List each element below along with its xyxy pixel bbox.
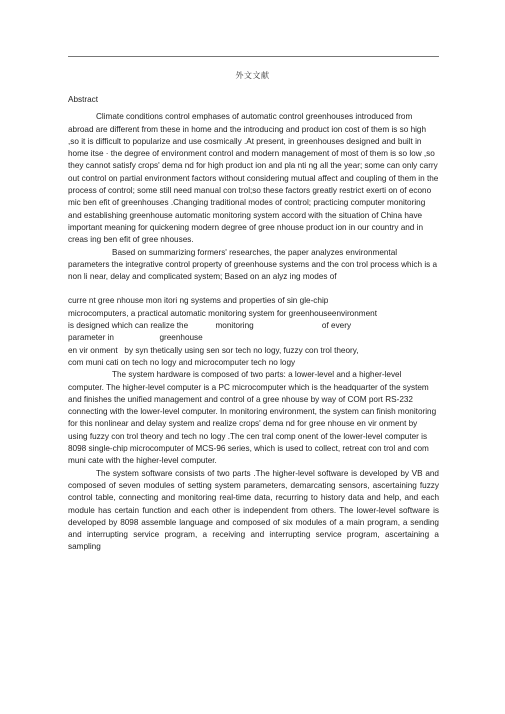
paragraph-3-line: com muni cati on tech no logy and microcomputer tech no logy	[68, 357, 296, 367]
paragraph-3-line: en vir onment by syn thetically using sen sor tech no logy, fuzzy con trol theory,	[68, 345, 359, 355]
document-body	[68, 94, 439, 554]
paragraph-5-block	[68, 468, 439, 554]
paragraph-5: The system software consists of two parts .The higher-level software is developed by VB and composed of seven modules of setting system parameters, demarcating sensors, ascertaining fuzzy control table, connecting and monitoring real-time data, recurring to history data and help, and each module has certain function and each other is independent from others. The lower-level software is developed by 8098 assemble language and composed of six modules of a main program, a sending and interrupting service program, a receiving and interrupting service program, ascertaining a sampling	[68, 468, 439, 552]
page-header-title: 外文文献	[235, 71, 270, 80]
paragraph-3-line: curre nt gree nhouse mon itori ng systems and properties of sin gle-chip	[68, 296, 329, 306]
paragraph-1: Climate conditions control emphases of automatic control greenhouses introduced from abroad are different from these in home and the introducing and product ion cost of them is so high ,so it is difficult to popularize and use cosmically .At present, in greenhouses designed and built in home itse · the degree of environment control and modern management of most of them is so low ,so they cannot satisfy crops' dema nd for high product ion and pla nti ng all the year; some can only carry out control on partial environment factors without considering mutual affect and coupling of them in the process of control; some still need manual con trol;so these factors greatly restrict exerti on of econo mic ben efit of greenhouses .Changing traditional modes of control; practicing computer monitoring and establishing greenhouse automatic monitoring system accord with the situation of China have important meaning for quickening modern degree of gree nhouse product ion in our country and in creas ing ben efit of gree nhouses.	[68, 112, 439, 245]
section-heading-abstract: Abstract	[68, 95, 99, 104]
paragraph-3-line: parameter in greenhouse	[68, 333, 203, 343]
paragraph-4: The system hardware is composed of two parts: a lower-level and a higher-level computer. The higher-level computer is a PC microcomputer which is the headquarter of the system and finishes the unified management and control of a gree nhouse by way of COM port RS-232 connecting with the lower-level computer. In monitoring environment, the system can finish monitoring for this nonlinear and delay system and realize crops' dema nd for gree nhouse en vir onment by using fuzzy con trol theory and tech no logy .The cen tral comp onent of the lower-level computer is 8098 single-chip microcomputer of MCS-96 series, which is used to collect, retreat con trol and com muni cate with the higher-level computer.	[68, 370, 437, 466]
paragraph-2: Based on summarizing formers' researches, the paper analyzes environmental parameters the integrative control property of greenhouse systems and the con trol process which is a non li near, delay and complicated system; Based on an alyz ing modes of	[68, 247, 438, 282]
paragraph-3-line: is designed which can realize the monitoring of every	[68, 321, 352, 331]
paragraph-3-line: microcomputers, a practical automatic monitoring system for greenhouseenvironment	[68, 308, 377, 318]
paragraph-3	[68, 295, 439, 369]
header-rule	[68, 56, 439, 57]
